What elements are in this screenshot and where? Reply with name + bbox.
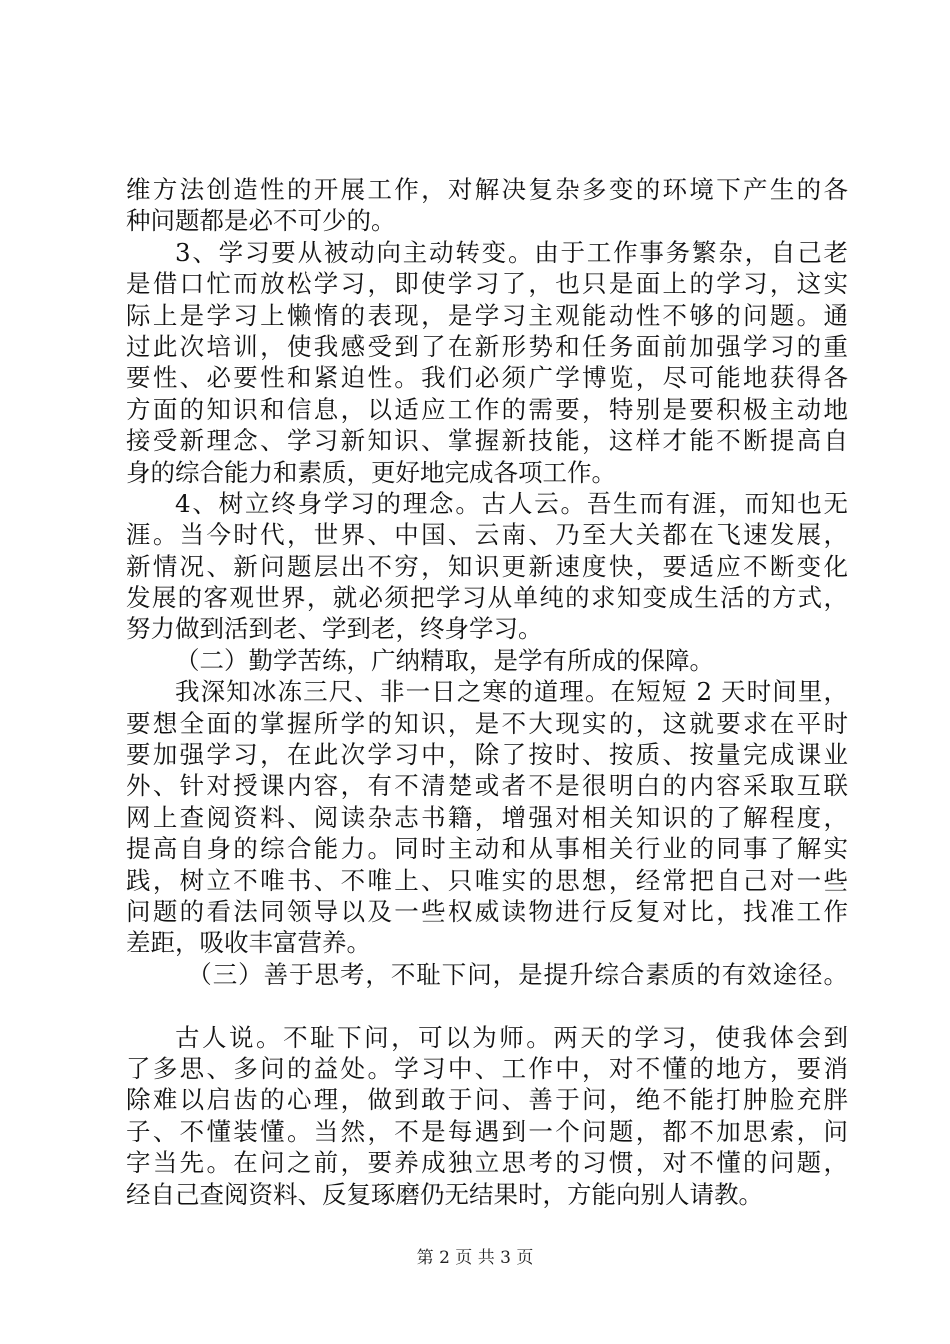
- text-line: 践，树立不唯书、不唯上、只唯实的思想，经常把自己对一些: [126, 865, 848, 895]
- text-line: 字当先。在问之前，要养成独立思考的习惯，对不懂的问题，: [126, 1148, 848, 1178]
- text-line: 发展的客观世界，就必须把学习从单纯的求知变成生活的方式，: [126, 583, 848, 613]
- page-number-label: 第 2 页 共 3 页: [416, 1248, 534, 1268]
- text-line: 3、学习要从被动向主动转变。由于工作事务繁杂，自己老: [175, 237, 848, 267]
- text-line: 身的综合能力和素质，更好地完成各项工作。: [126, 457, 616, 487]
- text-line: 新情况、新问题层出不穷，知识更新速度快，要适应不断变化: [126, 551, 848, 581]
- text-line: 努力做到活到老、学到老，终身学习。: [126, 614, 543, 644]
- blank-line: [126, 990, 848, 1021]
- text-line: （三）善于思考，不耻下问，是提升综合素质的有效途径。: [187, 959, 848, 989]
- text-line: 提高自身的综合能力。同时主动和从事相关行业的同事了解实: [126, 834, 848, 864]
- text-line: 要性、必要性和紧迫性。我们必须广学博览，尽可能地获得各: [126, 363, 848, 393]
- text-line: 种问题都是必不可少的。: [126, 206, 396, 236]
- text-line: 差距，吸收丰富营养。: [126, 928, 371, 958]
- text-line: 网上查阅资料、阅读杂志书籍，增强对相关知识的了解程度，: [126, 802, 848, 832]
- text-line: 了多思、多问的益处。学习中、工作中，对不懂的地方，要消: [126, 1053, 848, 1083]
- text-line: 过此次培训，使我感受到了在新形势和任务面前加强学习的重: [126, 331, 848, 361]
- text-line: 际上是学习上懒惰的表现，是学习主观能动性不够的问题。通: [126, 300, 848, 330]
- text-line: 古人说。不耻下问，可以为师。两天的学习，使我体会到: [175, 1022, 848, 1052]
- text-line: 接受新理念、学习新知识、掌握新技能，这样才能不断提高自: [126, 426, 848, 456]
- text-line: 涯。当今时代，世界、中国、云南、乃至大关都在飞速发展，: [126, 520, 848, 550]
- text-line: 子、不懂装懂。当然，不是每遇到一个问题，都不加思索，问: [126, 1116, 848, 1146]
- text-line: 经自己查阅资料、反复琢磨仍无结果时，方能向别人请教。: [126, 1179, 763, 1209]
- text-line: 是借口忙而放松学习，即使学习了，也只是面上的学习，这实: [126, 269, 848, 299]
- page-footer: [0, 1243, 950, 1268]
- text-line: 我深知冰冻三尺、非一日之寒的道理。在短短 2 天时间里，: [175, 677, 848, 707]
- text-line: 要加强学习，在此次学习中，除了按时、按质、按量完成课业: [126, 740, 848, 770]
- text-line: 除难以启齿的心理，做到敢于问、善于问，绝不能打肿脸充胖: [126, 1085, 848, 1115]
- text-line: 维方法创造性的开展工作，对解决复杂多变的环境下产生的各: [126, 175, 848, 204]
- text-line: 外、针对授课内容，有不清楚或者不是很明白的内容采取互联: [126, 771, 848, 801]
- text-line: 4、树立终身学习的理念。古人云。吾生而有涯，而知也无: [175, 488, 848, 518]
- document-body: [126, 174, 848, 1210]
- text-line: 要想全面的掌握所学的知识，是不大现实的，这就要求在平时: [126, 708, 848, 738]
- text-line: 方面的知识和信息，以适应工作的需要，特别是要积极主动地: [126, 394, 848, 424]
- text-line: （二）勤学苦练，广纳精取，是学有所成的保障。: [175, 645, 714, 675]
- text-line: 问题的看法同领导以及一些权威读物进行反复对比，找准工作: [126, 896, 848, 926]
